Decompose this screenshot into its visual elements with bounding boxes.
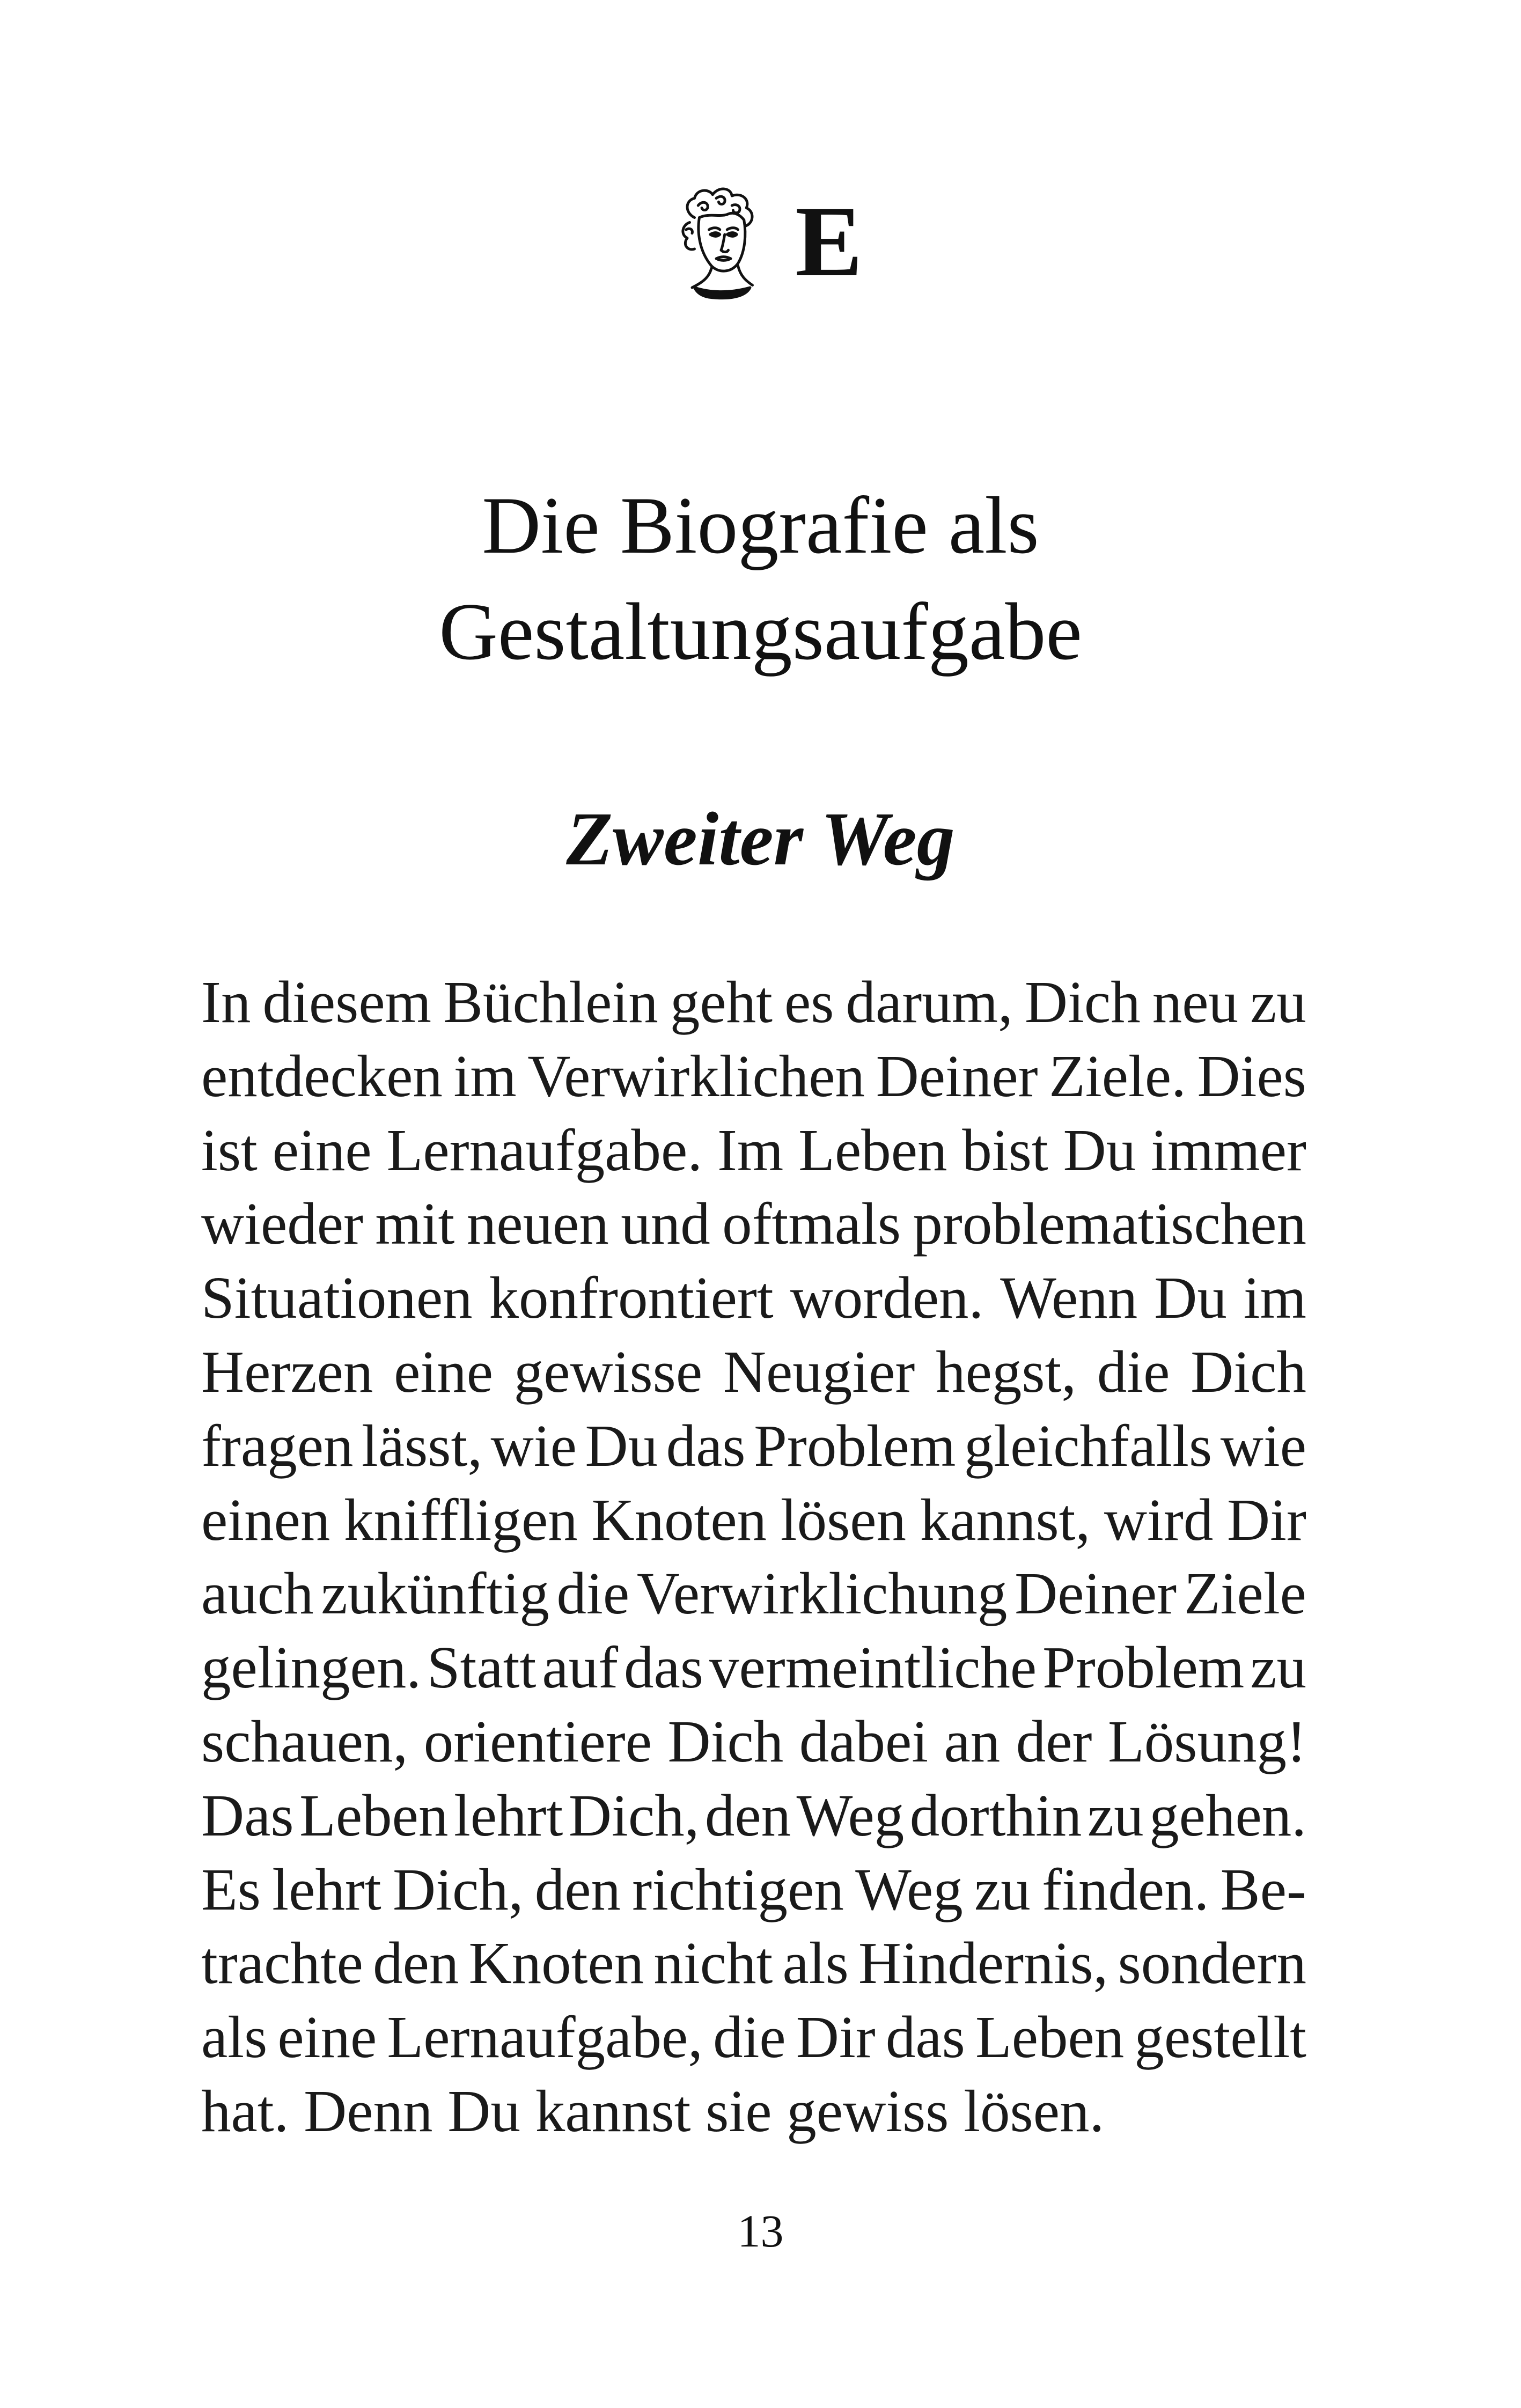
word: die bbox=[1097, 1339, 1170, 1405]
word: zukünftig bbox=[321, 1561, 549, 1627]
word: eine bbox=[272, 1117, 372, 1184]
word: Dich bbox=[1024, 970, 1141, 1036]
word: zu bbox=[974, 1856, 1031, 1923]
word: Weg bbox=[855, 1856, 963, 1923]
word: Dies bbox=[1197, 1043, 1306, 1110]
word: orientiere bbox=[423, 1708, 652, 1775]
face-ornament-icon bbox=[658, 181, 779, 302]
word: Hindernis, bbox=[858, 1930, 1108, 1997]
page-number: 13 bbox=[737, 2205, 784, 2257]
word: lehrt bbox=[272, 1856, 381, 1923]
chapter-title bbox=[0, 472, 1521, 685]
word: eine bbox=[277, 2005, 377, 2071]
word: darum, bbox=[846, 970, 1013, 1036]
word: Verwirklichung bbox=[636, 1561, 1008, 1627]
word: wieder bbox=[201, 1191, 363, 1258]
word: zu bbox=[1087, 1782, 1144, 1849]
word: Problem bbox=[1042, 1635, 1245, 1701]
word: gestellt bbox=[1134, 2005, 1306, 2071]
word: Lösung! bbox=[1107, 1708, 1306, 1775]
word: Dir bbox=[796, 2005, 876, 2071]
word: neuen bbox=[466, 1191, 609, 1258]
word: wie bbox=[490, 1413, 577, 1479]
word: Dir bbox=[1226, 1487, 1306, 1553]
word: das bbox=[885, 2005, 965, 2071]
word: den bbox=[534, 1856, 621, 1923]
word: Knoten bbox=[468, 1930, 644, 1997]
body-line bbox=[201, 1040, 1306, 1114]
word: Knoten bbox=[591, 1487, 767, 1553]
word: trachte bbox=[201, 1930, 363, 1997]
word: im bbox=[453, 1043, 517, 1110]
word: dorthin bbox=[909, 1782, 1082, 1849]
word: die bbox=[713, 2005, 786, 2071]
word: gleichfalls bbox=[964, 1413, 1213, 1479]
body-line bbox=[201, 1409, 1306, 1484]
body-paragraph bbox=[201, 966, 1306, 2149]
word: den bbox=[373, 1930, 459, 1997]
body-line bbox=[201, 1557, 1306, 1631]
word: Be- bbox=[1220, 1856, 1306, 1923]
body-line bbox=[201, 1484, 1306, 1558]
word: zu bbox=[1250, 1635, 1306, 1701]
word: Deiner bbox=[876, 1043, 1038, 1110]
word: worden. bbox=[790, 1265, 984, 1332]
word: nicht bbox=[653, 1930, 773, 1997]
word: Neugier bbox=[723, 1339, 915, 1405]
word: ist bbox=[201, 1117, 258, 1184]
word: die bbox=[556, 1561, 630, 1627]
word: gelingen. bbox=[201, 1635, 421, 1701]
word: wird bbox=[1104, 1487, 1214, 1553]
word: lehrt bbox=[453, 1782, 563, 1849]
word: richtigen bbox=[632, 1856, 844, 1923]
word: Leben bbox=[798, 1117, 947, 1184]
word: finden. bbox=[1042, 1856, 1209, 1923]
word: sondern bbox=[1118, 1930, 1306, 1997]
word: fragen bbox=[201, 1413, 354, 1479]
word: wie bbox=[1220, 1413, 1306, 1479]
word: Lernaufgabe. bbox=[386, 1117, 703, 1184]
word: einen bbox=[201, 1487, 330, 1553]
word: das bbox=[666, 1413, 746, 1479]
body-line bbox=[201, 1927, 1306, 2001]
word: hegst, bbox=[936, 1339, 1077, 1405]
chapter-ornament bbox=[0, 177, 1521, 306]
word: Situationen bbox=[201, 1265, 473, 1332]
word: an bbox=[944, 1708, 1001, 1775]
word: konfrontiert bbox=[489, 1265, 774, 1332]
word: Dich bbox=[667, 1708, 784, 1775]
word: den bbox=[704, 1782, 791, 1849]
word: Wenn bbox=[1000, 1265, 1138, 1332]
word: mit bbox=[375, 1191, 455, 1258]
word: geht bbox=[670, 970, 773, 1036]
word: auf bbox=[542, 1635, 619, 1701]
word: oftmals bbox=[722, 1191, 901, 1258]
word: Du bbox=[1063, 1117, 1136, 1184]
word: Leben bbox=[975, 2005, 1125, 2071]
word: lösen bbox=[780, 1487, 907, 1553]
word: diesem bbox=[262, 970, 431, 1036]
word: Das bbox=[201, 1782, 294, 1849]
word: schauen, bbox=[201, 1708, 408, 1775]
word: Ziele bbox=[1184, 1561, 1306, 1627]
word: kannst, bbox=[920, 1487, 1091, 1553]
word: Verwirklichen bbox=[527, 1043, 865, 1110]
word: gehen. bbox=[1149, 1782, 1306, 1849]
word: problematischen bbox=[913, 1191, 1306, 1258]
body-line bbox=[201, 1114, 1306, 1188]
word: Leben bbox=[299, 1782, 449, 1849]
body-line bbox=[201, 1335, 1306, 1409]
body-line bbox=[201, 1779, 1306, 1853]
body-line bbox=[201, 1187, 1306, 1261]
word: als bbox=[782, 1930, 849, 1997]
word: es bbox=[784, 970, 834, 1036]
word: und bbox=[621, 1191, 710, 1258]
chapter-title-line-1: Die Biografie als bbox=[482, 480, 1039, 570]
word: eine bbox=[394, 1339, 494, 1405]
word: zu bbox=[1250, 970, 1306, 1036]
word: entdecken bbox=[201, 1043, 443, 1110]
word: Dich bbox=[1191, 1339, 1306, 1405]
word: Deiner bbox=[1015, 1561, 1177, 1627]
word: im bbox=[1243, 1265, 1306, 1332]
word: Ziele. bbox=[1049, 1043, 1186, 1110]
body-line bbox=[201, 2001, 1306, 2075]
word: Lernaufgabe, bbox=[387, 2005, 703, 2071]
word: vermeintliche bbox=[709, 1635, 1037, 1701]
word: Dich, bbox=[568, 1782, 700, 1849]
word: bist bbox=[962, 1117, 1048, 1184]
word: der bbox=[1016, 1708, 1092, 1775]
word: gewisse bbox=[513, 1339, 703, 1405]
word: In bbox=[201, 970, 251, 1036]
word: als bbox=[201, 2005, 268, 2071]
word: immer bbox=[1151, 1117, 1306, 1184]
word: Weg bbox=[796, 1782, 905, 1849]
word: das bbox=[624, 1635, 704, 1701]
word: kniffligen bbox=[344, 1487, 578, 1553]
word: Du bbox=[585, 1413, 658, 1479]
body-line bbox=[201, 1631, 1306, 1705]
word: Büchlein bbox=[443, 970, 658, 1036]
word: Es bbox=[201, 1856, 261, 1923]
word: auch bbox=[201, 1561, 314, 1627]
word: Herzen bbox=[201, 1339, 373, 1405]
body-line bbox=[201, 1261, 1306, 1335]
body-line bbox=[201, 1705, 1306, 1779]
body-line bbox=[201, 1853, 1306, 1927]
word: neu bbox=[1152, 970, 1239, 1036]
word: Statt bbox=[427, 1635, 537, 1701]
body-line-last: hat. Denn Du kannst sie gewiss lösen. bbox=[201, 2078, 1105, 2145]
word: Dich, bbox=[392, 1856, 524, 1923]
word: lässt, bbox=[362, 1413, 483, 1479]
word: Problem bbox=[754, 1413, 956, 1479]
word: dabei bbox=[799, 1708, 929, 1775]
body-line bbox=[201, 966, 1306, 1040]
chapter-title-line-2: Gestaltungsaufgabe bbox=[439, 586, 1082, 677]
word: Im bbox=[717, 1117, 784, 1184]
word: Du bbox=[1154, 1265, 1227, 1332]
chapter-letter: E bbox=[795, 185, 863, 297]
chapter-subtitle: Zweiter Weg bbox=[566, 796, 955, 881]
